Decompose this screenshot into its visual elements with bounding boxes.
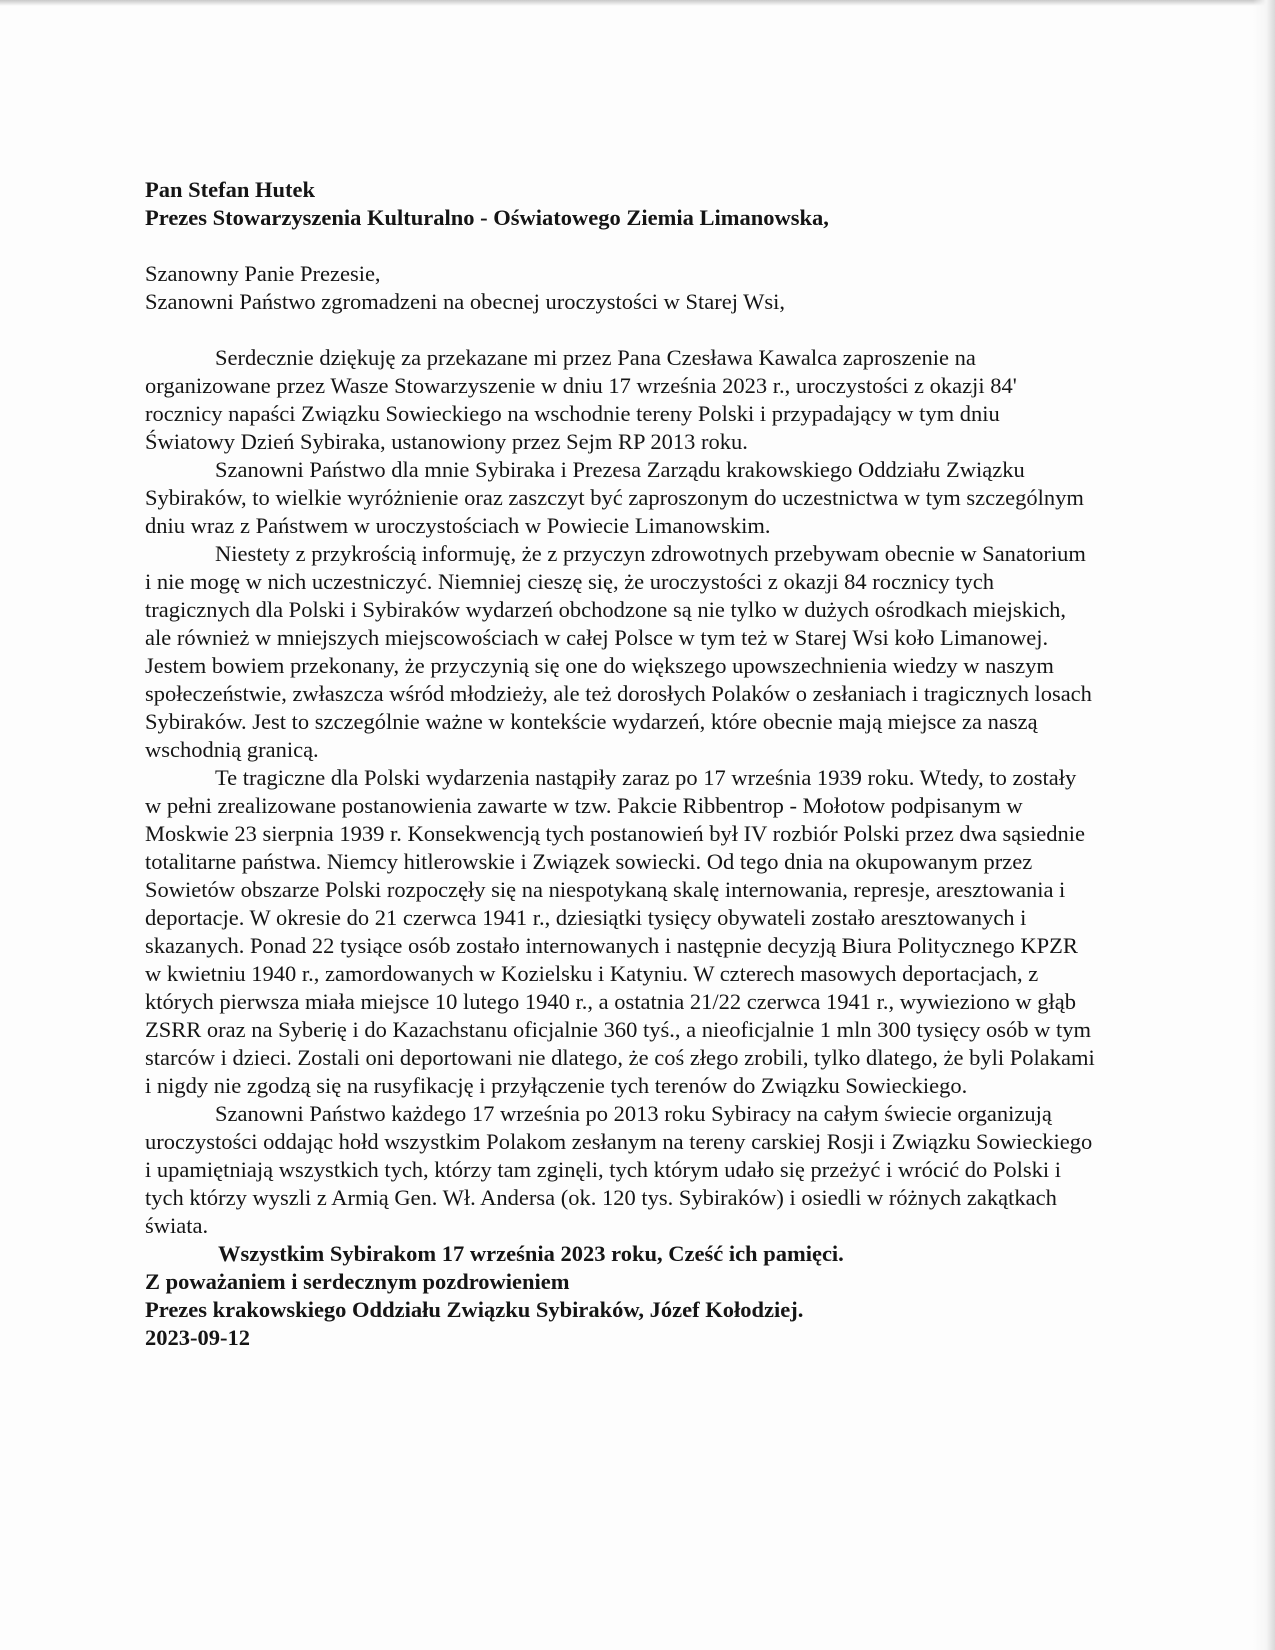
body-paragraph-5: Szanowni Państwo każdego 17 września po 2013 roku Sybiracy na całym świecie organizują uroczystości oddając hołd wszystkim Polakom zesłanym na tereny carskiej Rosji i Związku Sowieckiego i upamiętniają wszystkich tych, którzy tam zginęli, tych którym udało się przeżyć i wrócić do Polski i tych którzy wyszli z Armią Gen. Wł. Andersa (ok. 120 tys. Sybiraków) i osiedli w różnych zakątkach świata. — [145, 1101, 1093, 1238]
letter-date: 2023-09-12 — [145, 1325, 250, 1350]
greeting-line-2: Szanowni Państwo zgromadzeni na obecnej uroczystości w Starej Wsi, — [145, 289, 786, 314]
body-paragraph-2: Szanowni Państwo dla mnie Sybiraka i Prezesa Zarządu krakowskiego Oddziału Związku Sybiraków, to wielkie wyróżnienie oraz zaszczyt być zaproszonym do uczestnictwa w tym szczególnym dniu wraz z Państwem w uroczystościach w Powiecie Limanowskim. — [145, 457, 1084, 538]
greeting-line-1: Szanowny Panie Prezesie, — [145, 261, 381, 286]
letter-body — [145, 176, 1095, 1352]
greeting-block — [145, 260, 1095, 316]
signature-line: Prezes krakowskiego Oddziału Związku Sybiraków, Józef Kołodziej. — [145, 1297, 804, 1322]
body-paragraph-3: Niestety z przykrością informuję, że z przyczyn zdrowotnych przebywam obecnie w Sanatorium i nie mogę w nich uczestniczyć. Niemniej cieszę się, że uroczystości z okazji 84 rocznicy tych tragicznych dla Polski i Sybiraków wydarzeń obchodzone są nie tylko w dużych ośrodkach miejskich, ale również w mniejszych miejscowościach w całej Polsce w tym też w Starej Wsi koło Limanowej. Jestem bowiem przekonany, że przyczynią się one do większego upowszechnienia wiedzy w naszym społeczeństwie, zwłaszcza wśród młodzieży, ale też dorosłych Polaków o zesłaniach i tragicznych losach Sybiraków. Jest to szczególnie ważne w kontekście wydarzeń, które obecnie mają miejsce za naszą wschodnią granicą. — [145, 541, 1092, 762]
addressee-block — [145, 176, 1095, 232]
closing-regards: Z poważaniem i serdecznym pozdrowieniem — [145, 1269, 570, 1294]
body-paragraph-4: Te tragiczne dla Polski wydarzenia nastąpiły zaraz po 17 września 1939 roku. Wtedy, to zostały w pełni zrealizowane postanowienia zawarte w tzw. Pakcie Ribbentrop - Mołotow podpisanym w Moskwie 23 sierpnia 1939 r. Konsekwencją tych postanowień był IV rozbiór Polski przez dwa sąsiednie totalitarne państwa. Niemcy hitlerowskie i Związek sowiecki. Od tego dnia na okupowanym przez Sowietów obszarze Polski rozpoczęły się na niespotykaną skalę internowania, represje, aresztowania i deportacje. W okresie do 21 czerwca 1941 r., dziesiątki tysięcy obywateli zostało aresztowanych i skazanych. Ponad 22 tysiące osób zostało internowanych i następnie decyzją Biura Politycznego KPZR w kwietniu 1940 r., zamordowanych w Kozielsku i Katyniu. W czterech masowych deportacjach, z których pierwsza miała miejsce 10 lutego 1940 r., a ostatnia 21/22 czerwca 1941 r., wywieziono w głąb ZSRR oraz na Syberię i do Kazachstanu oficjalnie 360 tyś., a nieoficjalnie 1 mln 300 tysięcy osób w tym starców i dzieci. Zostali oni deportowani nie dlatego, że coś złego zrobili, tylko dlatego, że byli Polakami i nigdy nie zgodzą się na rusyfikację i przyłączenie tych terenów do Związku Sowieckiego. — [145, 765, 1095, 1098]
signature-block — [145, 1268, 1095, 1324]
addressee-name: Pan Stefan Hutek — [145, 177, 316, 202]
body-paragraph-1: Serdecznie dziękuję za przekazane mi przez Pana Czesława Kawalca zaproszenie na organizowane przez Wasze Stowarzyszenie w dniu 17 września 2023 r., uroczystości z okazji 84' rocznicy napaści Związku Sowieckiego na wschodnie tereny Polski i przypadający w tym dniu Światowy Dzień Sybiraka, ustanowiony przez Sejm RP 2013 roku. — [145, 345, 1017, 454]
scan-shadow-top — [0, 0, 1275, 6]
scan-shadow-right — [1253, 0, 1275, 1650]
addressee-title: Prezes Stowarzyszenia Kulturalno - Oświatowego Ziemia Limanowska, — [145, 205, 829, 230]
closing-motto: Wszystkim Sybirakom 17 września 2023 roku, Cześć ich pamięci. — [218, 1241, 844, 1266]
body-text — [145, 344, 1095, 1240]
